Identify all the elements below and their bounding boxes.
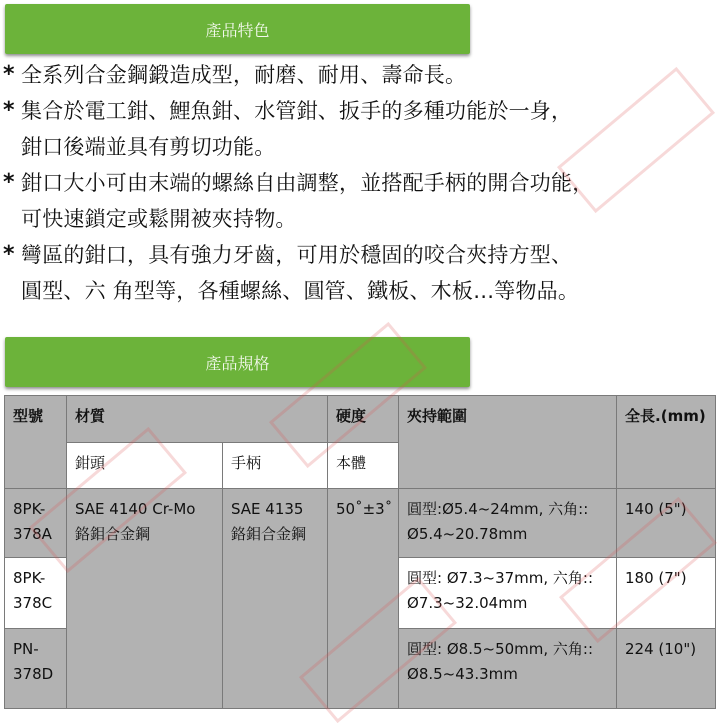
cell-length: 140 (5") (617, 489, 716, 558)
feature-line: 集合於電工鉗、鯉魚鉗、水管鉗、扳手的多種功能於一身， (21, 99, 573, 123)
feature-item (3, 57, 719, 93)
table-row (5, 489, 716, 558)
subheader-head: 鉗頭 (67, 443, 223, 489)
feature-line: 圓型、六 角型等，各種螺絲、圓管、鐵板、木板…等物品。 (21, 279, 580, 303)
subheader-handle: 手柄 (223, 443, 328, 489)
features-list (3, 57, 719, 309)
feature-line: 彎區的鉗口，具有強力牙齒，可用於穩固的咬合夾持方型、 (21, 243, 573, 267)
cell-length: 180 (7") (617, 558, 716, 629)
cell-range: 圓型: Ø8.5~50mm, 六角:: Ø8.5~43.3mm (399, 629, 617, 709)
header-model: 型號 (5, 396, 67, 489)
cell-model: 8PK-378A (5, 489, 67, 558)
cell-model: 8PK-378C (5, 558, 67, 629)
cell-head-material: SAE 4140 Cr-Mo 鉻鉬合金鋼 (67, 489, 223, 709)
specs-banner (5, 337, 470, 387)
features-banner (5, 4, 470, 54)
feature-line: 鉗口大小可由末端的螺絲自由調整，並搭配手柄的開合功能， (21, 171, 594, 195)
cell-handle-material: SAE 4135 鉻鉬合金鋼 (223, 489, 328, 709)
features-title: 產品特色 (205, 20, 270, 40)
feature-item (3, 93, 719, 165)
feature-line: 鉗口後端並具有剪切功能。 (21, 135, 276, 159)
header-hardness: 硬度 (328, 396, 399, 443)
feature-item (3, 237, 719, 309)
header-range: 夾持範圍 (399, 396, 617, 489)
table-header-row (5, 396, 716, 443)
feature-line: 全系列合金鋼鍛造成型，耐磨、耐用、壽命長。 (21, 63, 467, 87)
cell-length: 224 (10") (617, 629, 716, 709)
header-material: 材質 (67, 396, 328, 443)
spec-table (4, 395, 716, 709)
header-length: 全長.(mm) (617, 396, 716, 489)
feature-item (3, 165, 719, 237)
cell-range: 圓型:Ø5.4~24mm, 六角:: Ø5.4~20.78mm (399, 489, 617, 558)
bullet-star-icon: * (3, 98, 15, 123)
subheader-body: 本體 (328, 443, 399, 489)
cell-range: 圓型: Ø7.3~37mm, 六角:: Ø7.3~32.04mm (399, 558, 617, 629)
bullet-star-icon: * (3, 170, 15, 195)
feature-line: 可快速鎖定或鬆開被夾持物。 (21, 207, 297, 231)
bullet-star-icon: * (3, 62, 15, 87)
cell-hardness: 50˚±3˚ (328, 489, 399, 709)
bullet-star-icon: * (3, 242, 15, 267)
specs-title: 產品規格 (205, 353, 270, 373)
cell-model: PN-378D (5, 629, 67, 709)
